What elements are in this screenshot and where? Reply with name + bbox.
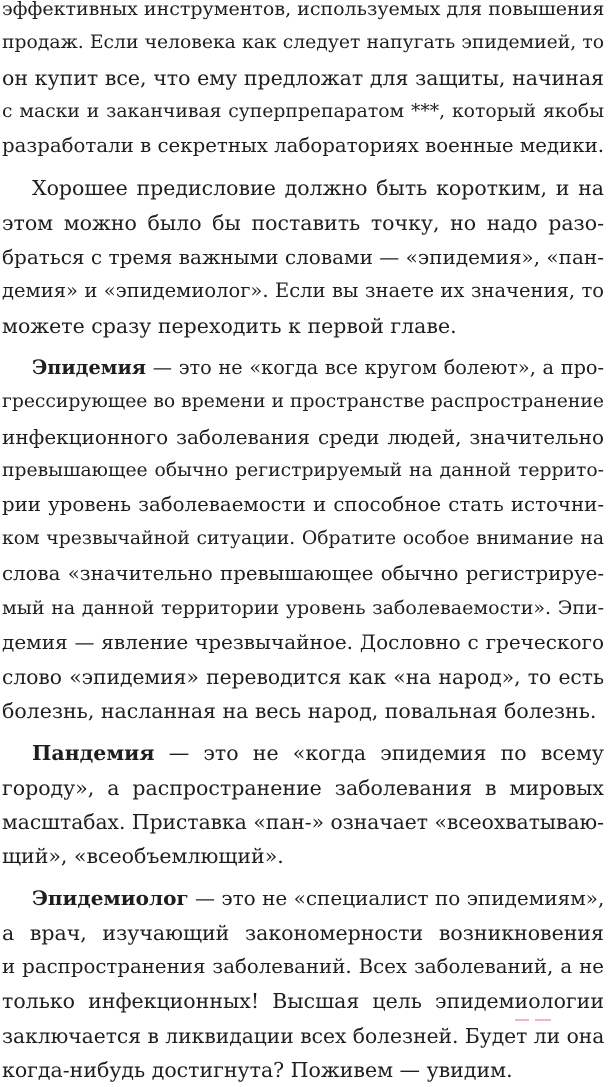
highlight-mark	[515, 1016, 529, 1021]
highlight-mark	[535, 1016, 551, 1021]
text-line: можете сразу переходить к первой главе.	[2, 313, 457, 338]
text-line	[2, 736, 604, 770]
paragraph-pandemic	[2, 736, 604, 873]
text-line: превышающее обычно регистрируемый на данной террито-	[2, 459, 604, 481]
text-fragment: — это не «специалист по эпидемиям»,	[188, 886, 605, 911]
text-line: мый на данной территории уровень заболеваемости». Эпи-	[2, 597, 604, 620]
paragraph-epidemiologist	[2, 881, 604, 1087]
text-line: и распространения заболеваний. Всех заболеваний, а не	[2, 955, 604, 979]
text-line: городу», а распространение заболевания в мировых	[2, 775, 604, 800]
term-epidemic: Эпидемия	[32, 355, 146, 379]
text-line: Хорошее предисловие должно быть коротким, и на	[32, 176, 604, 201]
paragraph-epidemic	[2, 351, 604, 728]
text-line: рии уровень заболеваемости и способное стать источни-	[2, 493, 604, 517]
term-epidemiologist: Эпидемиолог	[32, 886, 189, 911]
text-fragment: — это не «когда эпидемия по всему	[154, 741, 604, 766]
paragraph-intro-continuation	[2, 0, 604, 163]
text-line: с маски и заканчивая суперпрепаратом ***, который якобы	[2, 100, 604, 122]
text-line: эффективных инструментов, используемых для повышения	[2, 0, 605, 20]
text-line: только инфекционных! Высшая цель эпидемиологии	[2, 989, 604, 1014]
text-line: инфекционного заболевания среди людей, значительно	[2, 424, 604, 449]
text-line: грессирующее во времени и пространстве распространение	[2, 391, 604, 413]
text-line: браться с тремя важными словами — «эпидемия», «пан-	[2, 245, 604, 270]
term-pandemic: Пандемия	[32, 741, 155, 766]
text-line: заключается в ликвидации всех болезней. Будет ли она	[2, 1023, 605, 1048]
text-line: болезнь, насланная на весь народ, повальная болезнь.	[2, 698, 597, 723]
text-line: он купит все, что ему предложат для защиты, начиная	[2, 65, 604, 90]
paragraph-preface	[2, 171, 604, 342]
text-line: когда-нибудь достигнута? Поживем — увидим.	[2, 1057, 513, 1082]
text-line: демия» и «эпидемиолог». Если вы знаете их значения, то	[2, 279, 604, 303]
text-line: а врач, изучающий закономерности возникновения	[2, 920, 604, 945]
text-line: масштабах. Приставка «пан-» означает «всеохватываю-	[2, 809, 604, 834]
text-line: слово «эпидемия» переводится как «на народ», то есть	[2, 664, 604, 689]
page-text	[2, 0, 604, 1087]
text-line: щий», «всеобъемлющий».	[2, 844, 284, 869]
text-line: слова «значительно превышающее обычно регистрируе-	[2, 561, 604, 585]
text-line: демия — явление чрезвычайное. Дословно с греческого	[2, 630, 604, 655]
text-line	[2, 881, 604, 915]
text-line: этом можно было бы поставить точку, но надо разо-	[2, 210, 604, 235]
text-fragment: — это не «когда все кругом болеют», а про-	[145, 355, 604, 379]
text-line: продаж. Если человека как следует напугать эпидемией, то	[2, 32, 604, 54]
text-line: разработали в секретных лабораториях военные медики.	[2, 134, 605, 158]
text-line	[2, 351, 604, 385]
text-line: ком чрезвычайной ситуации. Обратите особое внимание на	[2, 528, 604, 550]
